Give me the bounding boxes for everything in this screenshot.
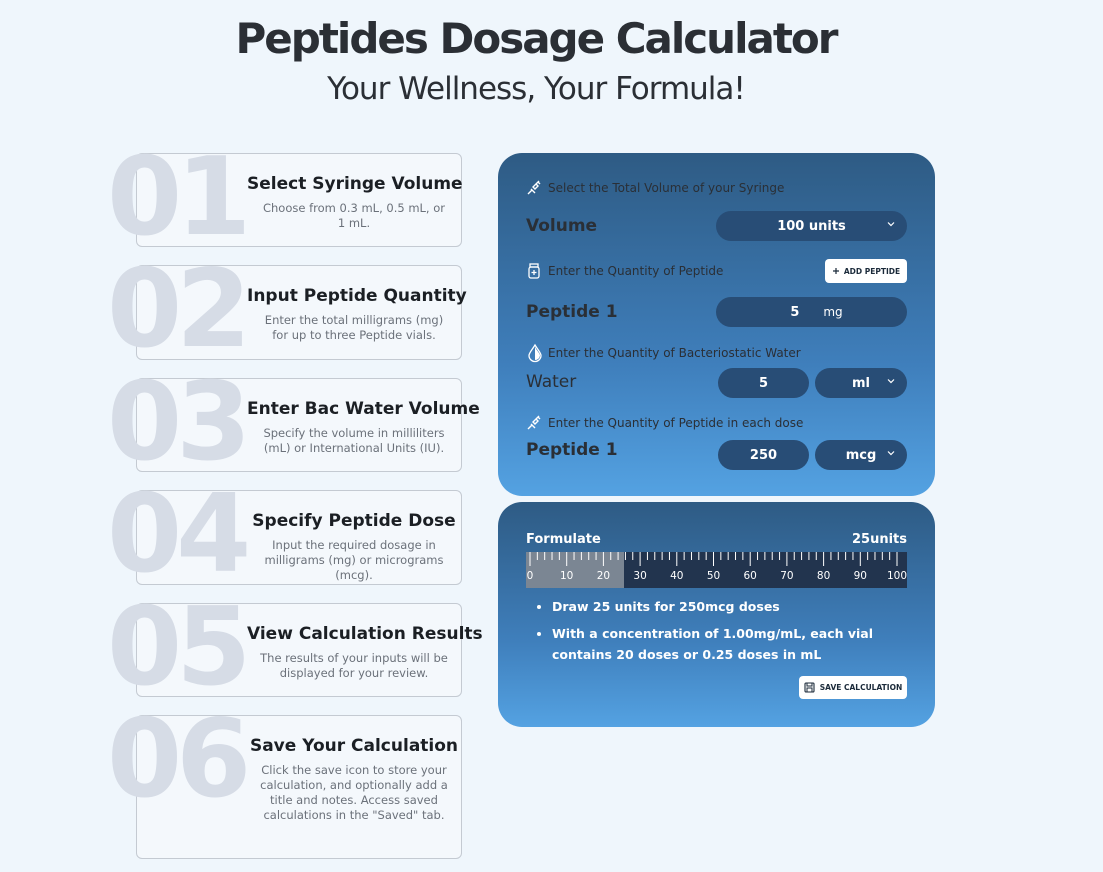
step-description: Specify the volume in milliliters (mL) or International Units (IU). <box>263 426 445 455</box>
formulate-panel <box>498 502 935 727</box>
dose-quantity-input[interactable]: 250 <box>718 440 809 470</box>
page-subtitle: Your Wellness, Your Formula! <box>327 71 745 107</box>
volume-label: Volume <box>526 216 598 236</box>
water-label: Water <box>526 372 577 392</box>
ruler-tick-label: 10 <box>560 570 574 582</box>
dose-unit-select[interactable]: mcg <box>815 440 907 470</box>
step-number: 03 <box>107 360 246 485</box>
page-title: Peptides Dosage Calculator <box>235 14 837 63</box>
syringe-prompt: Select the Total Volume of your Syringe <box>526 180 784 196</box>
step-description: Enter the total milligrams (mg) for up to three Peptide vials. <box>264 313 444 342</box>
step-card-3 <box>107 360 480 485</box>
step-card-6 <box>107 697 462 859</box>
save-icon <box>804 682 815 693</box>
step-number: 06 <box>107 697 246 822</box>
step-title: Specify Peptide Dose <box>252 511 456 531</box>
ruler-tick-labels <box>526 570 907 586</box>
step-number: 05 <box>107 585 246 710</box>
step-title: Save Your Calculation <box>249 736 459 756</box>
formulate-units: 25units <box>851 532 907 547</box>
formulate-title: Formulate <box>526 532 601 547</box>
peptide-label: Peptide 1 <box>526 302 618 322</box>
ruler-tick-label: 80 <box>816 570 831 582</box>
peptide-prompt: Enter the Quantity of Peptide <box>526 263 723 279</box>
result-item: • Draw 25 units for 250mcg doses <box>552 596 918 617</box>
step-card-1 <box>107 135 463 260</box>
add-peptide-button[interactable]: ADD PEPTIDE <box>825 259 907 283</box>
step-description: Input the required dosage in milligrams (mg) or micrograms (mcg). <box>264 538 444 582</box>
step-title: Select Syringe Volume <box>247 174 463 194</box>
result-item: • With a concentration of 1.00mg/mL, each vial contains 20 doses or 0.25 doses in mL <box>552 623 918 665</box>
step-description: Click the save icon to store your calculation, and optionally add a title and notes. Access saved calculations in the "Saved" tab. <box>260 763 448 822</box>
water-unit-select[interactable]: ml <box>815 368 907 398</box>
step-description: Choose from 0.3 mL, 0.5 mL, or 1 mL. <box>262 201 446 230</box>
chevron-down-icon <box>887 220 895 228</box>
step-title: Input Peptide Quantity <box>247 286 467 306</box>
water-quantity-input[interactable]: 5 <box>718 368 809 398</box>
step-title: View Calculation Results <box>247 624 483 644</box>
plus-icon <box>832 267 840 275</box>
step-description: The results of your inputs will be displayed for your review. <box>260 651 448 680</box>
step-card-4 <box>107 472 462 597</box>
vial-icon <box>526 263 542 279</box>
ruler-tick-label: 20 <box>596 570 611 582</box>
peptide-unit: mg <box>823 305 843 319</box>
syringe-icon <box>526 180 542 196</box>
water-drop-icon <box>528 344 542 361</box>
ruler-tick-label: 90 <box>853 570 867 582</box>
ruler-tick-label: 40 <box>670 570 684 582</box>
water-prompt: Enter the Quantity of Bacteriostatic Water <box>528 344 801 361</box>
volume-select[interactable]: 100 units <box>716 211 907 241</box>
ruler-tick-label: 0 <box>526 570 534 582</box>
step-number: 02 <box>107 247 246 372</box>
step-number: 04 <box>107 472 246 597</box>
ruler-tick-label: 100 <box>886 570 908 582</box>
chevron-down-icon <box>887 449 895 457</box>
ruler-tick-label: 70 <box>780 570 794 582</box>
ruler-tick-label: 60 <box>743 570 757 582</box>
step-number: 01 <box>107 135 246 260</box>
syringe-ruler <box>526 552 907 588</box>
ruler-tick-label: 30 <box>633 570 647 582</box>
peptide-quantity-input[interactable]: 5 mg <box>716 297 907 327</box>
dose-prompt: Enter the Quantity of Peptide in each dose <box>526 415 803 431</box>
syringe-icon <box>526 415 542 431</box>
dose-label: Peptide 1 <box>526 440 618 460</box>
chevron-down-icon <box>887 377 895 385</box>
step-card-2 <box>107 247 467 372</box>
step-title: Enter Bac Water Volume <box>247 399 480 419</box>
step-card-5 <box>107 585 483 710</box>
save-calculation-button[interactable]: SAVE CALCULATION <box>799 676 907 699</box>
ruler-tick-label: 50 <box>706 570 721 582</box>
results-list <box>538 596 918 671</box>
